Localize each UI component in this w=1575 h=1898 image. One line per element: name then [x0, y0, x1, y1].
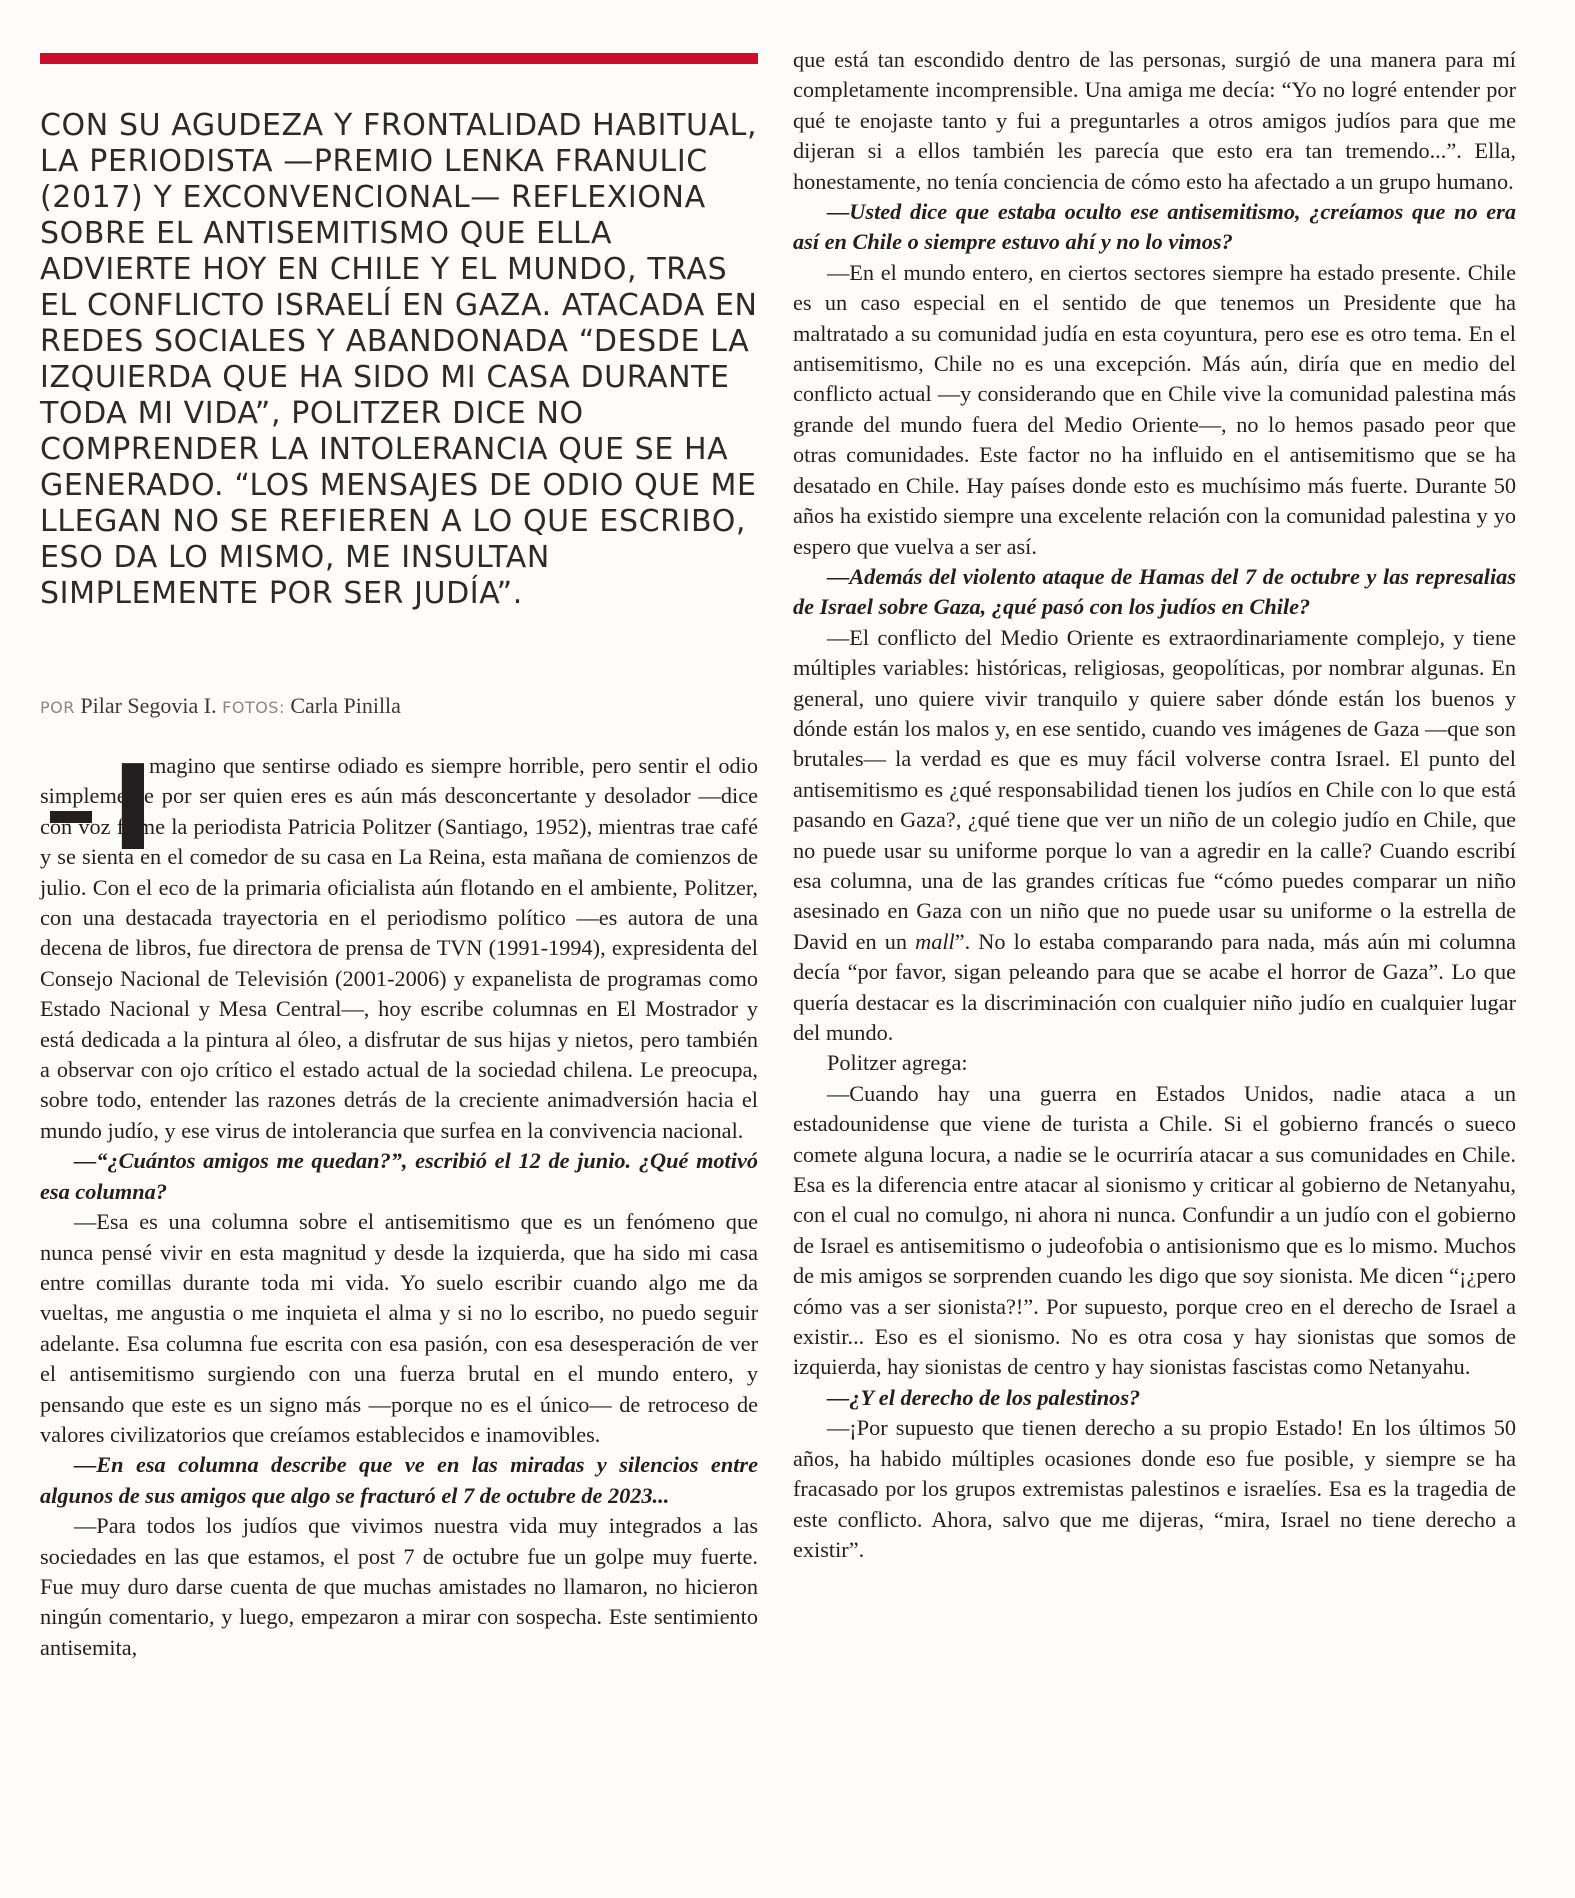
drop-cap: I — [111, 739, 155, 877]
question-4: —Además del violento ataque de Hamas del 7 de octubre y las represalias de Israel sobre Gaza, ¿qué pasó con los judíos en Chile? — [793, 563, 1516, 620]
byline-author: Pilar Segovia I. — [80, 693, 217, 718]
question-3: —Usted dice que estaba oculto ese antisemitismo, ¿creíamos que no era así en Chile o siempre estuvo ahí y no lo vimos? — [793, 199, 1516, 255]
answer-4-italic: mall — [915, 928, 955, 954]
answer-1: —Esa es una columna sobre el antisemitismo que es un fenómeno que nunca pensé vivir en esta magnitud y desde la izquierda, que ha sido mi casa entre comillas durante toda mi vida. Yo suelo escribir cuando algo me da vueltas, me angustia o me inquieta el alma y si no lo escribo, no puedo seguir adelante. Esa columna fue escrita con esa pasión, con esa desesperación de ver el antisemitismo surgiendo con una fuerza brutal en el mundo entero, y pensando que este es un signo más —porque no es el único— de retroceso de valores civilizatorios que creíamos establecidos e inamovibles. — [40, 1209, 758, 1447]
answer-4-text: —El conflicto del Medio Oriente es extraordinariamente complejo, y tiene múltiples variables: históricas, religiosas, geopolíticas, por nombrar algunas. En general, uno quiere vivir tranquilo y quiere saber dónde están los buenos y dónde están los malos y, en ese sentido, cuando ves imágenes de Gaza —que son brutales— la verdad es que es muy fácil volverse contra Israel. El punto del antisemitismo es ¿qué responsabilidad tienen los judíos en Chile con lo que está pasando en Gaza?, ¿qué tiene que ver un niño de un colegio judío en Chile, que no puede usar su uniforme porque lo van a agredir en la calle? Cuando escribí esa columna, una de las grandes críticas fue “cómo puedes comparar un niño asesinado en Gaza con un niño que no puede usar su uniforme o la estrella de David en un — [793, 624, 1517, 954]
byline-fotos-label: FOTOS: — [222, 698, 285, 717]
article-lede: CON SU AGUDEZA Y FRONTALIDAD HABITUAL, LA PERIODISTA —PREMIO LENKA FRANULIC (2017) Y EXCONVENCIONAL— REFLEXIONA SOBRE EL ANTISEMITISMO QUE ELLA ADVIERTE HOY EN CHILE Y EL MUNDO, TRAS EL CONFLICTO ISRAELÍ EN GAZA. ATACADA EN REDES SOCIALES Y ABANDONADA “DESDE LA IZQUIERDA QUE HA SIDO MI CASA DURANTE TODA MI VIDA”, POLITZER DICE NO COMPRENDER LA INTOLERANCIA QUE SE HA GENERADO. “LOS MENSAJES DE ODIO QUE ME LLEGAN NO SE REFIEREN A LO QUE ESCRIBO, ESO DA LO MISMO, ME INSULTAN SIMPLEMENTE POR SER JUDÍA”. — [40, 108, 758, 611]
question-1: —“¿Cuántos amigos me quedan?”, escribió el 12 de junio. ¿Qué motivó esa columna? — [40, 1148, 758, 1204]
byline-por-label: POR — [40, 698, 75, 717]
answer-2-part-2: que está tan escondido dentro de las personas, surgió de una manera para mí completamente incomprensible. Una amiga me decía: “Yo no logré entender por qué te enojaste tanto y fui a preguntarles a otros amigos judíos para que me dijeran si a ellos también les parecía que esto era tan tremendo...”. Ella, honestamente, no tenía conciencia de cómo esto ha afectado a un grupo humano. — [793, 47, 1516, 194]
narration-aside: Politzer agrega: — [827, 1050, 968, 1076]
question-2: —En esa columna describe que ve en las miradas y silencios entre algunos de sus amigos que algo se fracturó el 7 de octubre de 2023... — [40, 1452, 758, 1508]
question-5: —¿Y el derecho de los palestinos? — [827, 1384, 1141, 1410]
answer-2-part-1: —Para todos los judíos que vivimos nuestra vida muy integrados a las sociedades en las que estamos, el post 7 de octubre fue un golpe muy fuerte. Fue muy duro darse cuenta de que muchas amistades no llamaron, no hicieron ningún comentario, y luego, empezaron a mirar con sospecha. Este sentimiento antisemita, — [40, 1513, 758, 1660]
answer-4 — [793, 623, 1516, 1049]
answer-6: —¡Por supuesto que tienen derecho a su propio Estado! En los últimos 50 años, ha habido múltiples ocasiones donde eso fue posible, y siempre se ha fracasado por los grupos extremistas palestinos e israelíes. Esa es la tragedia de este conflicto. Ahora, salvo que me dijeras, “mira, Israel no tiene derecho a existir”. — [793, 1415, 1516, 1562]
answer-5: —Cuando hay una guerra en Estados Unidos, nadie ataca a un estadounidense que viene de turista a Chile. Si el gobierno francés o sueco comete alguna locura, a nadie se le ocurriría atacar a sus comunidades en Chile. Esa es la diferencia entre atacar al sionismo y criticar al gobierno de Netanyahu, con el cual no comulgo, ni ahora ni nunca. Confundir a un judío con el gobierno de Israel es antisemitismo o judeofobia o antisionismo que es lo mismo. Muchos de mis amigos se sorprenden cuando les digo que soy sionista. Me dicen “¡¿pero cómo vas a ser sionista?!”. Por supuesto, porque creo en el derecho de Israel a existir... Eso es el sionismo. No es otra cosa y hay sionistas que somos de izquierda, hay sionistas de centro y hay sionistas fascistas como Netanyahu. — [793, 1080, 1516, 1380]
header-accent-bar — [40, 53, 758, 64]
article-column-left — [40, 751, 758, 1663]
article-column-right — [793, 45, 1516, 1565]
answer-4-text-end: ”. No lo estaba comparando para nada, más aún mi columna decía “por favor, sigan peleando para que se acabe el horror de Gaza”. Lo que quería destacar es la discriminación con cualquier niño judío en cualquier lugar del mundo. — [793, 928, 1517, 1045]
byline — [40, 692, 401, 722]
byline-photographer: Carla Pinilla — [290, 693, 401, 718]
answer-3: —En el mundo entero, en ciertos sectores siempre ha estado presente. Chile es un caso especial en el sentido de que tenemos un Presidente que ha maltratado a su comunidad judía en esta coyuntura, pero ese es otro tema. En el antisemitismo, Chile no es una excepción. Más aún, diría que en medio del conflicto actual —y considerando que en Chile vive la comunidad palestina más grande del mundo fuera del Medio Oriente—, no lo hemos pasado peor que otras comunidades. Este factor no ha influido en el antisemitismo que se ha desatado en Chile. Hay países donde esto es muchísimo más fuerte. Durante 50 años ha existido siempre una excelente relación con la comunidad palestina y yo espero que vuelva a ser así. — [793, 259, 1516, 559]
article-intro: magino que sentirse odiado es siempre horrible, pero sentir el odio simplemente por ser quien eres es aún más desconcertante y desolador —dice con voz firme la periodista Patricia Politzer (Santiago, 1952), mientras trae café y se sienta en el comedor de su casa en La Reina, esta mañana de comienzos de julio. Con el eco de la primaria oficialista aún flotando en el ambiente, Politzer, con una destacada trayectoria en el periodismo político —es autora de una decena de libros, fue directora de prensa de TVN (1991-1994), expresidenta del Consejo Nacional de Televisión (2001-2006) y expanelista de programas como Estado Nacional y Mesa Central—, hoy escribe columnas en El Mostrador y está dedicada a la pintura al óleo, a disfrutar de sus hijas y nietos, pero también a observar con ojo crítico el estado actual de la sociedad chilena. Le preocupa, sobre todo, entender las razones detrás de la creciente animadversión hacia el mundo judío, y ese virus de intolerancia que surfea en la convivencia nacional. — [40, 753, 758, 1143]
